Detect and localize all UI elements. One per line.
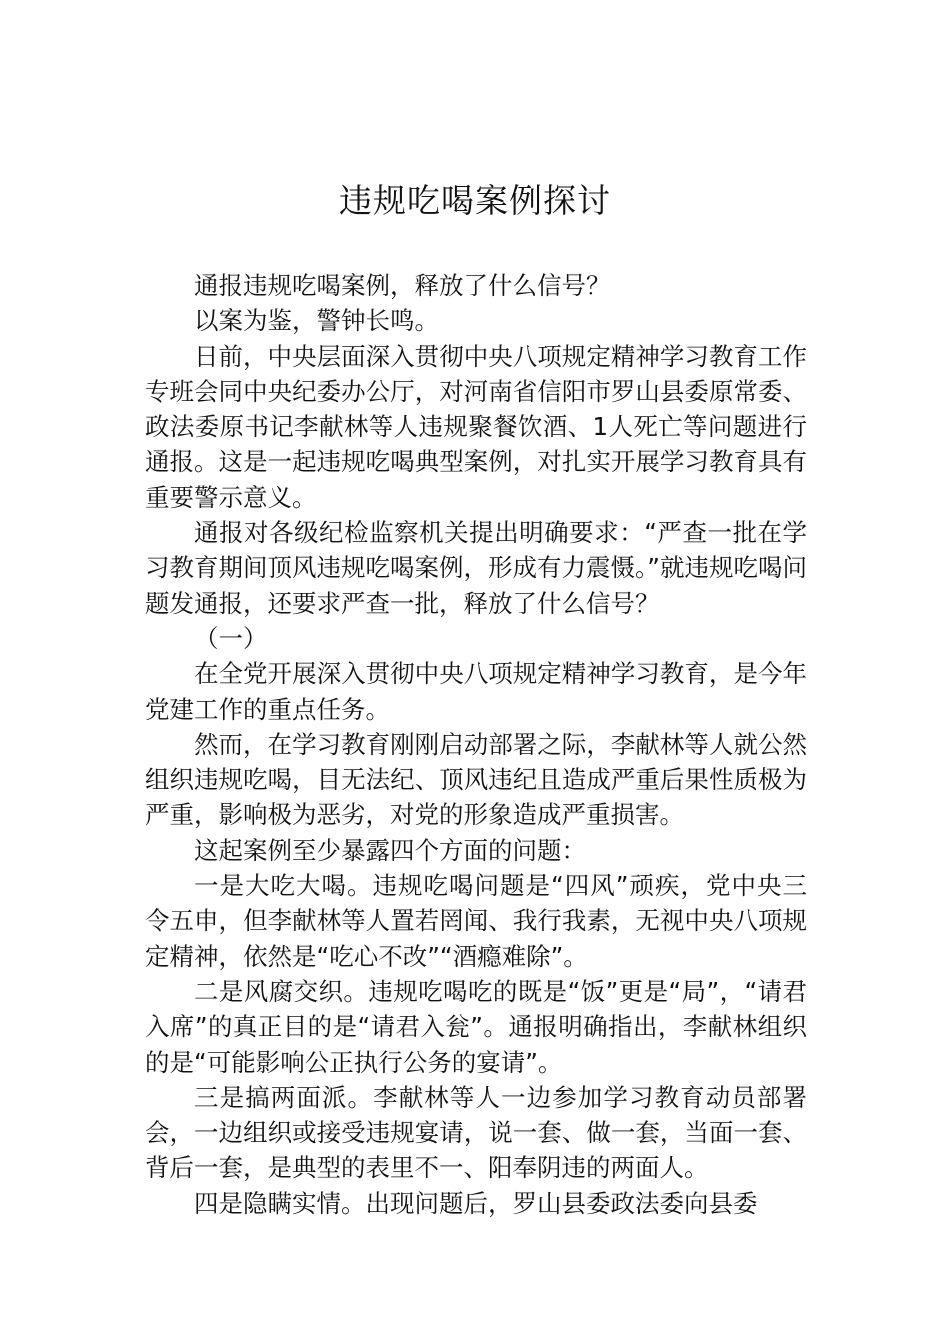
paragraph-3: 日前，中央层面深入贯彻中央八项规定精神学习教育工作专班会同中央纪委办公厅，对河南省信阳市罗山县委原常委、政法委原书记李献林等人违规聚餐饮酒、1人死亡等问题进行通报。这是一起违规吃喝典型案例，对扎实开展学习教育具有重要警示意义。 — [145, 341, 807, 512]
paragraph-7: 这起案例至少暴露四个方面的问题： — [194, 835, 586, 865]
paragraph-4: 通报对各级纪检监察机关提出明确要求：“严查一批在学习教育期间顶风违规吃喝案例，形成有力震慑。”就违规吃喝问题发通报，还要求严查一批，释放了什么信号？ — [145, 518, 807, 618]
document-body — [145, 268, 807, 1221]
paragraph-9: 二是风腐交织。违规吃喝吃的既是“饭”更是“局”，“请君入席”的真正目的是“请君入瓮”。通报明确指出，李献林组织的是“可能影响公正执行公务的宴请”。 — [145, 976, 807, 1077]
paragraph-2: 以案为鉴，警钟长鸣。 — [194, 306, 439, 336]
document-title: 违规吃喝案例探讨 — [339, 181, 611, 220]
paragraph-8: 一是大吃大喝。违规吃喝问题是“四风”顽疾，党中央三令五申，但李献林等人置若罔闻、我行我素，无视中央八项规定精神，依然是“吃心不改”“酒瘾难除”。 — [145, 871, 807, 971]
paragraph-1: 通报违规吃喝案例，释放了什么信号？ — [194, 271, 611, 300]
paragraph-5: 在全党开展深入贯彻中央八项规定精神学习教育，是今年党建工作的重点任务。 — [145, 659, 807, 724]
paragraph-11: 四是隐瞒实情。出现问题后，罗山县委政法委向县委 — [194, 1188, 758, 1218]
section-heading-1: （一） — [194, 623, 268, 653]
paragraph-10: 三是搞两面派。李献林等人一边参加学习教育动员部署会，一边组织或接受违规宴请，说一套、做一套，当面一套、背后一套，是典型的表里不一、阳奉阴违的两面人。 — [145, 1082, 807, 1183]
paragraph-6: 然而，在学习教育刚刚启动部署之际，李献林等人就公然组织违规吃喝，目无法纪、顶风违纪且造成严重后果性质极为严重，影响极为恶劣，对党的形象造成严重损害。 — [145, 729, 807, 830]
